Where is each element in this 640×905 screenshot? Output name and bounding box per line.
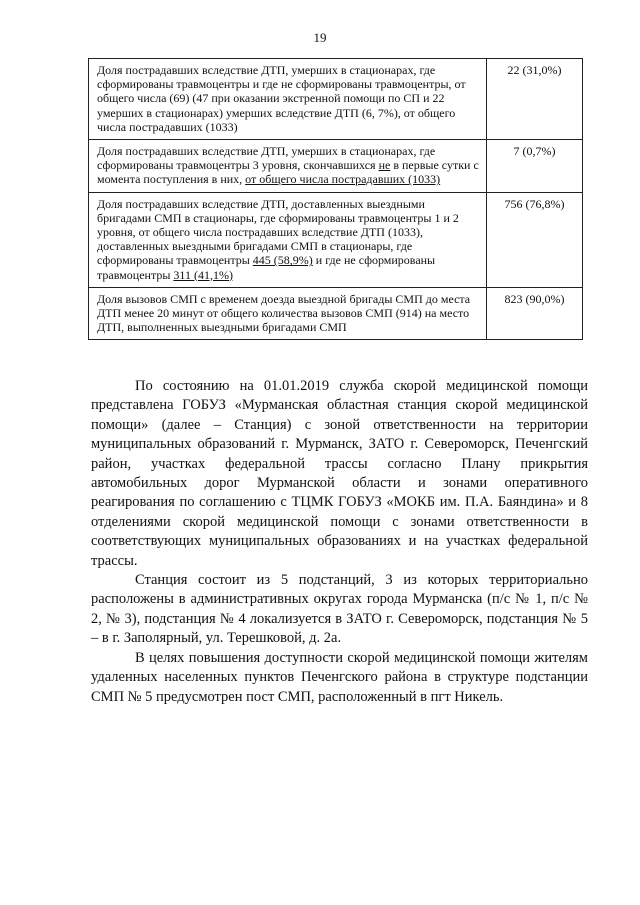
underlined-text: 311 (41,1%) [173,267,233,282]
underlined-text: от общего числа пострадавших (1033) [245,172,441,187]
description-text: Доля пострадавших вследствие ДТП, доставленных выездными бригадами СМП в стационары, где сформированы травмоцентры 1 и 2 уровня, от общего числа пострадавших вследствие ДТП (1033), доставленных выездными бригадами СМП в стационары, где сформированы травмоцентры [97,196,459,268]
table-cell-value: 756 (76,8%) [487,192,583,287]
table-row [89,192,583,287]
body-text [91,377,588,707]
table-cell-description [89,140,487,193]
paragraph: По состоянию на 01.01.2019 служба скорой медицинской помощи представлена ГОБУЗ «Мурманская областная станция скорой медицинской помощи» (далее – Станция) с зоной ответственности на территории муниципальных образований г. Мурманск, ЗАТО г. Североморск, Печенгский район, участках федеральной трассы согласно Плану прикрытия автомобильных дорог Мурманской области и зонами оперативного реагирования по соглашению с ТЦМК ГОБУЗ «МОКБ им. П.А. Баяндина» и 8 отделениями скорой медицинской помощи с зонами ответственности в соответствующих муниципальных образованиях и на участках федеральной трассы. [91,378,588,569]
paragraph: Станция состоит из 5 подстанций, 3 из которых территориально расположены в административных округах города Мурманска (п/с № 1, п/с № 2, № 3), подстанция № 4 локализуется в ЗАТО г. Североморск, подстанция № 5 – в г. Заполярный, ул. Терешковой, д. 2а. [91,572,588,647]
page-number: 19 [313,30,327,45]
description-text: Доля пострадавших вследствие ДТП, умерших в стационарах, где сформированы травмоцентры 3 уровня, скончавшихся [97,144,436,173]
table-row [89,59,583,140]
table-cell-value: 22 (31,0%) [487,59,583,140]
table-cell-description: Доля вызовов СМП с временем доезда выездной бригады СМП до места ДТП менее 20 минут от общего количества вызовов СМП (914) на место ДТП, выполненных выездными бригадами СМП [89,287,487,340]
description-text: и где не сформированы травмоцентры [97,253,436,282]
paragraph: В целях повышения доступности скорой медицинской помощи жителям удаленных населенных пунктов Печенгского района в структуре подстанции СМП № 5 предусмотрен пост СМП, расположенный в пгт Никель. [91,649,588,705]
underlined-text: 445 (58,9%) [252,253,313,268]
underlined-text: не [378,158,391,173]
table-row [89,140,583,193]
table-cell-description: Доля пострадавших вследствие ДТП, умерших в стационарах, где сформированы травмоцентры и где не сформированы травмоцентры, от общего числа (69) (47 при оказании экстренной помощи по СП и 22 умерших в стационарах) умерших вследствие ДТП (6, 7%), от общего числа пострадавших (1033) [89,59,487,140]
description-text: в первые сутки с момента поступления в них, [97,158,479,187]
statistics-table [88,58,583,340]
table-cell-description [89,192,487,287]
table-cell-value: 7 (0,7%) [487,140,583,193]
table-row [89,287,583,340]
table-cell-value: 823 (90,0%) [487,287,583,340]
